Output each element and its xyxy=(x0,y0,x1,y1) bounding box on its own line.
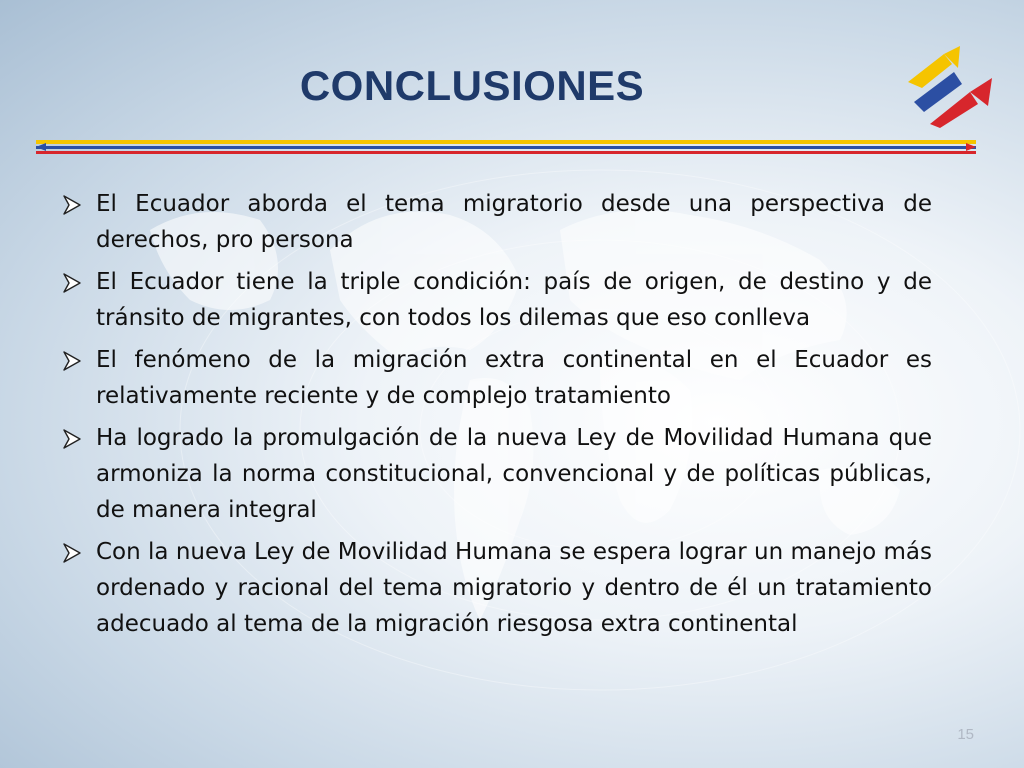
list-item-text: El fenómeno de la migración extra continental en el Ecuador es relativamente reciente y de complejo tratamiento xyxy=(96,347,932,409)
list-item-text: El Ecuador aborda el tema migratorio desde una perspectiva de derechos, pro persona xyxy=(96,191,932,253)
conclusions-list xyxy=(60,186,932,648)
arrowhead-bullet-icon xyxy=(62,429,82,449)
list-item xyxy=(60,186,932,258)
slide-number: 15 xyxy=(957,726,974,743)
list-item xyxy=(60,264,932,336)
list-item-text: El Ecuador tiene la triple condición: país de origen, de destino y de tránsito de migrantes, con todos los dilemas que eso conlleva xyxy=(96,269,932,331)
ecuador-arrows-logo-icon xyxy=(904,44,996,128)
list-item xyxy=(60,420,932,528)
arrowhead-bullet-icon xyxy=(62,195,82,215)
list-item xyxy=(60,534,932,642)
list-item-text: Con la nueva Ley de Movilidad Humana se espera lograr un manejo más ordenado y racional del tema migratorio y dentro de él un tratamiento adecuado al tema de la migración riesgosa extra continental xyxy=(96,539,932,637)
slide-title: CONCLUSIONES xyxy=(299,62,645,109)
arrowhead-bullet-icon xyxy=(62,273,82,293)
flag-stripe-divider xyxy=(36,138,976,158)
arrowhead-bullet-icon xyxy=(62,351,82,371)
list-item xyxy=(60,342,932,414)
arrowhead-bullet-icon xyxy=(62,543,82,563)
list-item-text: Ha logrado la promulgación de la nueva Ley de Movilidad Humana que armoniza la norma constitucional, convencional y de políticas públicas, de manera integral xyxy=(96,425,932,523)
